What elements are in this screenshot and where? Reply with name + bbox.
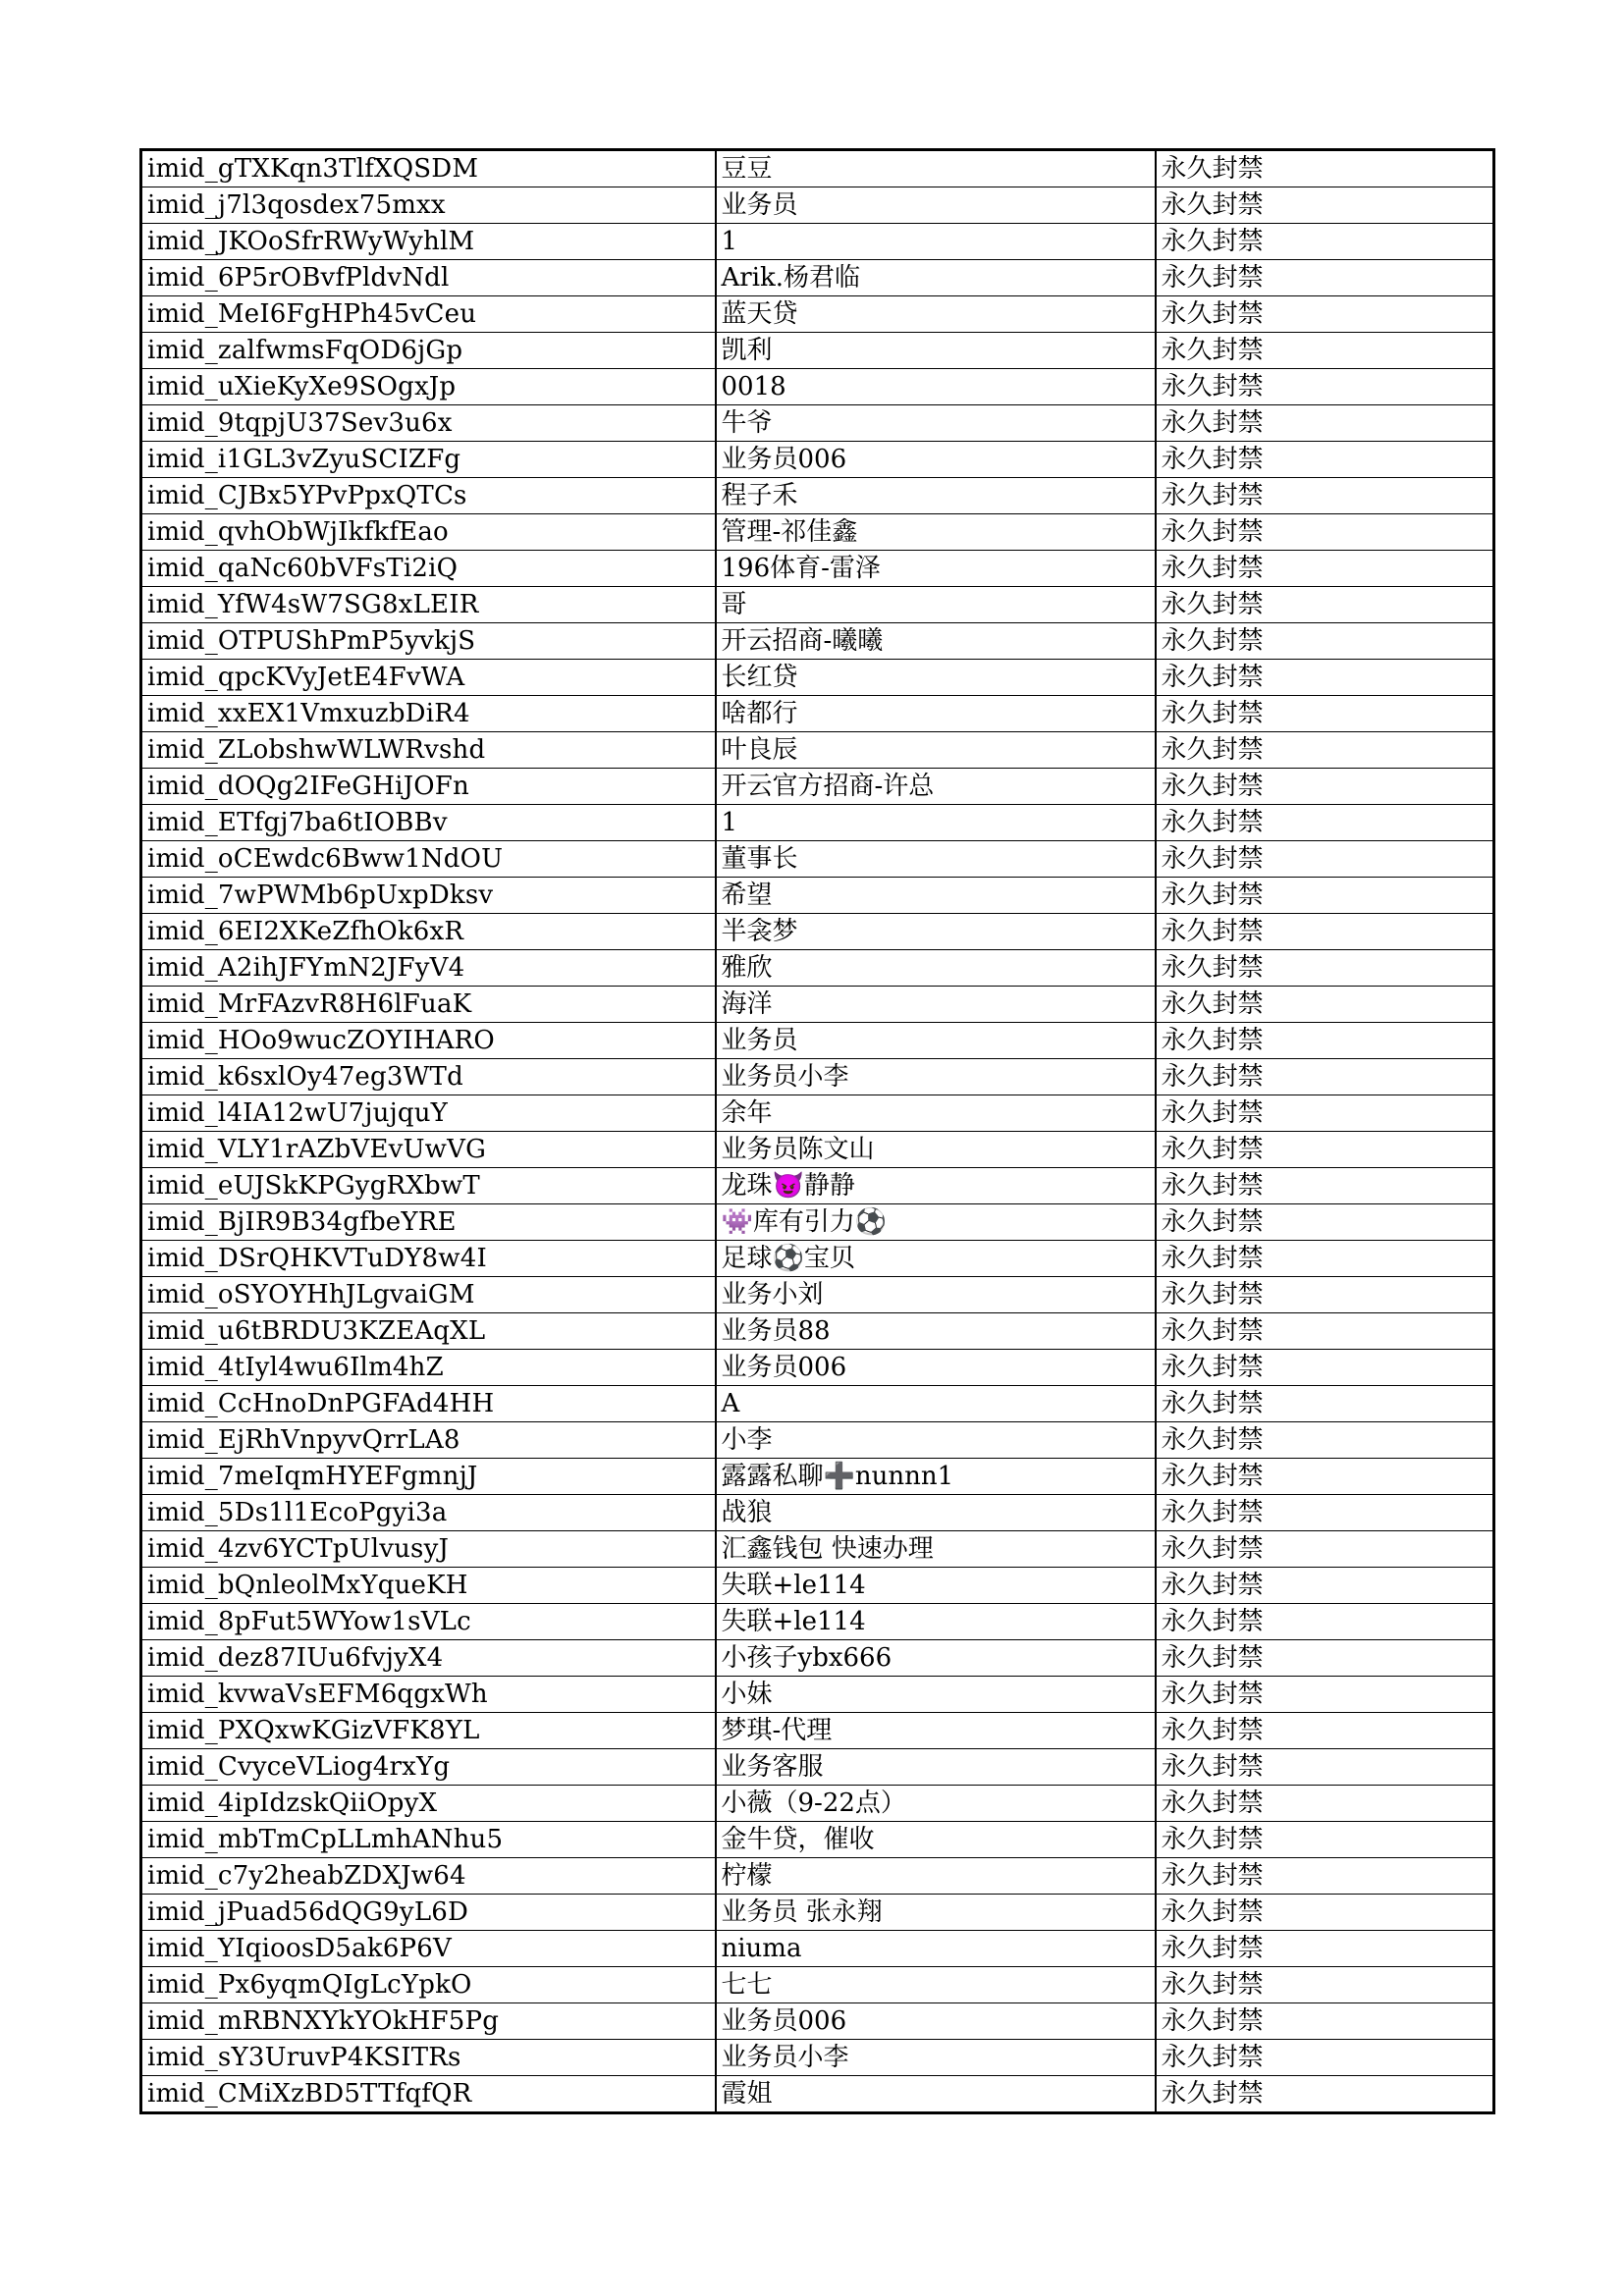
user-id-cell: imid_4ipIdzskQiiOpyX xyxy=(141,1786,716,1822)
ban-status-cell: 永久封禁 xyxy=(1156,1059,1494,1095)
table-row xyxy=(141,260,1494,296)
display-name-cell: A xyxy=(716,1386,1156,1422)
display-name-cell: 失联+le114 xyxy=(716,1604,1156,1640)
display-name-cell: 董事长 xyxy=(716,841,1156,878)
ban-status-cell: 永久封禁 xyxy=(1156,1241,1494,1277)
table-row xyxy=(141,987,1494,1023)
display-name-cell: 业务员 xyxy=(716,187,1156,224)
ban-status-cell: 永久封禁 xyxy=(1156,1313,1494,1350)
ban-status-cell: 永久封禁 xyxy=(1156,1931,1494,1967)
display-name-cell: 牛爷 xyxy=(716,405,1156,442)
ban-status-cell: 永久封禁 xyxy=(1156,1386,1494,1422)
display-name-cell: 开云招商-曦曦 xyxy=(716,623,1156,660)
table-row xyxy=(141,478,1494,514)
display-name-cell: Arik.杨君临 xyxy=(716,260,1156,296)
display-name-cell: 业务员 xyxy=(716,1023,1156,1059)
ban-status-cell: 永久封禁 xyxy=(1156,660,1494,696)
user-id-cell: imid_kvwaVsEFM6qgxWh xyxy=(141,1677,716,1713)
ban-status-cell: 永久封禁 xyxy=(1156,2003,1494,2040)
ban-status-cell: 永久封禁 xyxy=(1156,478,1494,514)
ban-status-cell: 永久封禁 xyxy=(1156,1858,1494,1895)
display-name-cell: 业务客服 xyxy=(716,1749,1156,1786)
ban-status-cell: 永久封禁 xyxy=(1156,369,1494,405)
ban-list-body xyxy=(141,150,1494,2113)
user-id-cell: imid_9tqpjU37Sev3u6x xyxy=(141,405,716,442)
display-name-cell: 程子禾 xyxy=(716,478,1156,514)
user-id-cell: imid_VLY1rAZbVEvUwVG xyxy=(141,1132,716,1168)
ban-status-cell: 永久封禁 xyxy=(1156,1677,1494,1713)
user-id-cell: imid_dez87IUu6fvjyX4 xyxy=(141,1640,716,1677)
display-name-cell: 失联+le114 xyxy=(716,1568,1156,1604)
ban-status-cell: 永久封禁 xyxy=(1156,260,1494,296)
table-row xyxy=(141,187,1494,224)
ban-list-table xyxy=(139,148,1495,2114)
user-id-cell: imid_oCEwdc6Bww1NdOU xyxy=(141,841,716,878)
user-id-cell: imid_uXieKyXe9SOgxJp xyxy=(141,369,716,405)
user-id-cell: imid_JKOoSfrRWyWyhlM xyxy=(141,224,716,260)
ban-status-cell: 永久封禁 xyxy=(1156,551,1494,587)
user-id-cell: imid_k6sxlOy47eg3WTd xyxy=(141,1059,716,1095)
display-name-cell: 啥都行 xyxy=(716,696,1156,732)
user-id-cell: imid_u6tBRDU3KZEAqXL xyxy=(141,1313,716,1350)
table-row xyxy=(141,1313,1494,1350)
table-row xyxy=(141,1023,1494,1059)
ban-status-cell: 永久封禁 xyxy=(1156,224,1494,260)
table-row xyxy=(141,1241,1494,1277)
user-id-cell: imid_l4IA12wU7jujquY xyxy=(141,1095,716,1132)
ban-status-cell: 永久封禁 xyxy=(1156,1749,1494,1786)
display-name-cell: 长红贷 xyxy=(716,660,1156,696)
table-row xyxy=(141,1713,1494,1749)
table-row xyxy=(141,1895,1494,1931)
table-row xyxy=(141,1822,1494,1858)
table-row xyxy=(141,1495,1494,1531)
table-row xyxy=(141,878,1494,914)
user-id-cell: imid_mRBNXYkYOkHF5Pg xyxy=(141,2003,716,2040)
user-id-cell: imid_4tIyl4wu6Ilm4hZ xyxy=(141,1350,716,1386)
table-row xyxy=(141,405,1494,442)
display-name-cell: 0018 xyxy=(716,369,1156,405)
table-row xyxy=(141,2003,1494,2040)
ban-status-cell: 永久封禁 xyxy=(1156,1422,1494,1459)
user-id-cell: imid_MrFAzvR8H6lFuaK xyxy=(141,987,716,1023)
ban-status-cell: 永久封禁 xyxy=(1156,2040,1494,2076)
user-id-cell: imid_EjRhVnpyvQrrLA8 xyxy=(141,1422,716,1459)
user-id-cell: imid_6EI2XKeZfhOk6xR xyxy=(141,914,716,950)
table-row xyxy=(141,1277,1494,1313)
display-name-cell: 余年 xyxy=(716,1095,1156,1132)
ban-status-cell: 永久封禁 xyxy=(1156,1095,1494,1132)
table-row xyxy=(141,224,1494,260)
display-name-cell: 七七 xyxy=(716,1967,1156,2003)
user-id-cell: imid_BjIR9B34gfbeYRE xyxy=(141,1204,716,1241)
ban-status-cell: 永久封禁 xyxy=(1156,987,1494,1023)
ban-status-cell: 永久封禁 xyxy=(1156,150,1494,187)
table-row xyxy=(141,1422,1494,1459)
ban-status-cell: 永久封禁 xyxy=(1156,1204,1494,1241)
ban-status-cell: 永久封禁 xyxy=(1156,442,1494,478)
display-name-cell: 小薇（9-22点） xyxy=(716,1786,1156,1822)
display-name-cell: 哥 xyxy=(716,587,1156,623)
ban-status-cell: 永久封禁 xyxy=(1156,914,1494,950)
ban-status-cell: 永久封禁 xyxy=(1156,1168,1494,1204)
table-row xyxy=(141,1059,1494,1095)
table-row xyxy=(141,442,1494,478)
display-name-cell: 露露私聊➕nunnn1 xyxy=(716,1459,1156,1495)
user-id-cell: imid_c7y2heabZDXJw64 xyxy=(141,1858,716,1895)
display-name-cell: 柠檬 xyxy=(716,1858,1156,1895)
display-name-cell: 1 xyxy=(716,805,1156,841)
user-id-cell: imid_gTXKqn3TlfXQSDM xyxy=(141,150,716,187)
user-id-cell: imid_YfW4sW7SG8xLEIR xyxy=(141,587,716,623)
ban-status-cell: 永久封禁 xyxy=(1156,1895,1494,1931)
display-name-cell: 管理-祁佳鑫 xyxy=(716,514,1156,551)
table-row xyxy=(141,769,1494,805)
ban-status-cell: 永久封禁 xyxy=(1156,187,1494,224)
display-name-cell: 雅欣 xyxy=(716,950,1156,987)
table-row xyxy=(141,805,1494,841)
table-row xyxy=(141,1568,1494,1604)
ban-status-cell: 永久封禁 xyxy=(1156,1967,1494,2003)
user-id-cell: imid_CMiXzBD5TTfqfQR xyxy=(141,2076,716,2113)
table-row xyxy=(141,732,1494,769)
user-id-cell: imid_7meIqmHYEFgmnjJ xyxy=(141,1459,716,1495)
user-id-cell: imid_sY3UruvP4KSITRs xyxy=(141,2040,716,2076)
table-row xyxy=(141,1168,1494,1204)
ban-status-cell: 永久封禁 xyxy=(1156,1640,1494,1677)
user-id-cell: imid_8pFut5WYow1sVLc xyxy=(141,1604,716,1640)
ban-status-cell: 永久封禁 xyxy=(1156,1495,1494,1531)
display-name-cell: niuma xyxy=(716,1931,1156,1967)
display-name-cell: 👾库有引力⚽ xyxy=(716,1204,1156,1241)
user-id-cell: imid_5Ds1l1EcoPgyi3a xyxy=(141,1495,716,1531)
table-row xyxy=(141,1095,1494,1132)
display-name-cell: 小妹 xyxy=(716,1677,1156,1713)
table-row xyxy=(141,1531,1494,1568)
ban-status-cell: 永久封禁 xyxy=(1156,1132,1494,1168)
display-name-cell: 业务员陈文山 xyxy=(716,1132,1156,1168)
user-id-cell: imid_MeI6FgHPh45vCeu xyxy=(141,296,716,333)
table-row xyxy=(141,1931,1494,1967)
display-name-cell: 开云官方招商-许总 xyxy=(716,769,1156,805)
table-row xyxy=(141,369,1494,405)
user-id-cell: imid_i1GL3vZyuSCIZFg xyxy=(141,442,716,478)
user-id-cell: imid_mbTmCpLLmhANhu5 xyxy=(141,1822,716,1858)
display-name-cell: 足球⚽宝贝 xyxy=(716,1241,1156,1277)
display-name-cell: 汇鑫钱包 快速办理 xyxy=(716,1531,1156,1568)
table-row xyxy=(141,1386,1494,1422)
ban-status-cell: 永久封禁 xyxy=(1156,1786,1494,1822)
user-id-cell: imid_jPuad56dQG9yL6D xyxy=(141,1895,716,1931)
display-name-cell: 小孩子ybx666 xyxy=(716,1640,1156,1677)
ban-status-cell: 永久封禁 xyxy=(1156,587,1494,623)
user-id-cell: imid_4zv6YCTpUlvusyJ xyxy=(141,1531,716,1568)
user-id-cell: imid_7wPWMb6pUxpDksv xyxy=(141,878,716,914)
user-id-cell: imid_qvhObWjIkfkfEao xyxy=(141,514,716,551)
ban-status-cell: 永久封禁 xyxy=(1156,878,1494,914)
display-name-cell: 金牛贷，催收 xyxy=(716,1822,1156,1858)
table-row xyxy=(141,1749,1494,1786)
display-name-cell: 海洋 xyxy=(716,987,1156,1023)
display-name-cell: 业务员88 xyxy=(716,1313,1156,1350)
table-row xyxy=(141,1204,1494,1241)
display-name-cell: 半衾梦 xyxy=(716,914,1156,950)
table-row xyxy=(141,587,1494,623)
table-row xyxy=(141,1350,1494,1386)
user-id-cell: imid_qpcKVyJetE4FvWA xyxy=(141,660,716,696)
ban-status-cell: 永久封禁 xyxy=(1156,1822,1494,1858)
display-name-cell: 业务员 张永翔 xyxy=(716,1895,1156,1931)
display-name-cell: 豆豆 xyxy=(716,150,1156,187)
ban-status-cell: 永久封禁 xyxy=(1156,2076,1494,2113)
table-row xyxy=(141,333,1494,369)
display-name-cell: 业务员小李 xyxy=(716,2040,1156,2076)
ban-status-cell: 永久封禁 xyxy=(1156,623,1494,660)
display-name-cell: 业务员小李 xyxy=(716,1059,1156,1095)
ban-status-cell: 永久封禁 xyxy=(1156,1459,1494,1495)
table-row xyxy=(141,623,1494,660)
table-row xyxy=(141,2076,1494,2113)
display-name-cell: 梦琪-代理 xyxy=(716,1713,1156,1749)
table-row xyxy=(141,1459,1494,1495)
table-row xyxy=(141,1677,1494,1713)
ban-status-cell: 永久封禁 xyxy=(1156,1023,1494,1059)
user-id-cell: imid_DSrQHKVTuDY8w4I xyxy=(141,1241,716,1277)
table-row xyxy=(141,660,1494,696)
user-id-cell: imid_j7l3qosdex75mxx xyxy=(141,187,716,224)
user-id-cell: imid_6P5rOBvfPldvNdl xyxy=(141,260,716,296)
table-row xyxy=(141,1967,1494,2003)
display-name-cell: 希望 xyxy=(716,878,1156,914)
user-id-cell: imid_A2ihJFYmN2JFyV4 xyxy=(141,950,716,987)
ban-status-cell: 永久封禁 xyxy=(1156,1350,1494,1386)
user-id-cell: imid_eUJSkKPGygRXbwT xyxy=(141,1168,716,1204)
user-id-cell: imid_YIqioosD5ak6P6V xyxy=(141,1931,716,1967)
ban-status-cell: 永久封禁 xyxy=(1156,950,1494,987)
ban-status-cell: 永久封禁 xyxy=(1156,841,1494,878)
table-row xyxy=(141,296,1494,333)
user-id-cell: imid_OTPUShPmP5yvkjS xyxy=(141,623,716,660)
display-name-cell: 业务员006 xyxy=(716,2003,1156,2040)
display-name-cell: 凯利 xyxy=(716,333,1156,369)
table-row xyxy=(141,514,1494,551)
table-row xyxy=(141,1132,1494,1168)
ban-status-cell: 永久封禁 xyxy=(1156,514,1494,551)
display-name-cell: 霞姐 xyxy=(716,2076,1156,2113)
table-row xyxy=(141,551,1494,587)
ban-status-cell: 永久封禁 xyxy=(1156,1568,1494,1604)
ban-status-cell: 永久封禁 xyxy=(1156,1531,1494,1568)
ban-status-cell: 永久封禁 xyxy=(1156,696,1494,732)
display-name-cell: 小李 xyxy=(716,1422,1156,1459)
user-id-cell: imid_ETfgj7ba6tIOBBv xyxy=(141,805,716,841)
display-name-cell: 叶良辰 xyxy=(716,732,1156,769)
ban-status-cell: 永久封禁 xyxy=(1156,405,1494,442)
ban-status-cell: 永久封禁 xyxy=(1156,1713,1494,1749)
table-row xyxy=(141,841,1494,878)
user-id-cell: imid_xxEX1VmxuzbDiR4 xyxy=(141,696,716,732)
display-name-cell: 业务员006 xyxy=(716,1350,1156,1386)
table-row xyxy=(141,150,1494,187)
user-id-cell: imid_dOQg2IFeGHiJOFn xyxy=(141,769,716,805)
table-row xyxy=(141,1640,1494,1677)
display-name-cell: 196体育-雷泽 xyxy=(716,551,1156,587)
ban-status-cell: 永久封禁 xyxy=(1156,769,1494,805)
display-name-cell: 业务小刘 xyxy=(716,1277,1156,1313)
user-id-cell: imid_Px6yqmQIgLcYpkO xyxy=(141,1967,716,2003)
table-row xyxy=(141,696,1494,732)
user-id-cell: imid_CvyceVLiog4rxYg xyxy=(141,1749,716,1786)
table-row xyxy=(141,914,1494,950)
table-row xyxy=(141,1786,1494,1822)
display-name-cell: 龙珠😈静静 xyxy=(716,1168,1156,1204)
user-id-cell: imid_PXQxwKGizVFK8YL xyxy=(141,1713,716,1749)
user-id-cell: imid_CcHnoDnPGFAd4HH xyxy=(141,1386,716,1422)
user-id-cell: imid_oSYOYHhJLgvaiGM xyxy=(141,1277,716,1313)
ban-status-cell: 永久封禁 xyxy=(1156,805,1494,841)
display-name-cell: 蓝天贷 xyxy=(716,296,1156,333)
user-id-cell: imid_bQnleolMxYqueKH xyxy=(141,1568,716,1604)
ban-status-cell: 永久封禁 xyxy=(1156,1604,1494,1640)
display-name-cell: 业务员006 xyxy=(716,442,1156,478)
table-row xyxy=(141,1858,1494,1895)
user-id-cell: imid_HOo9wucZOYIHARO xyxy=(141,1023,716,1059)
ban-status-cell: 永久封禁 xyxy=(1156,732,1494,769)
table-row xyxy=(141,1604,1494,1640)
user-id-cell: imid_zalfwmsFqOD6jGp xyxy=(141,333,716,369)
table-row xyxy=(141,2040,1494,2076)
user-id-cell: imid_qaNc60bVFsTi2iQ xyxy=(141,551,716,587)
display-name-cell: 战狼 xyxy=(716,1495,1156,1531)
user-id-cell: imid_CJBx5YPvPpxQTCs xyxy=(141,478,716,514)
ban-status-cell: 永久封禁 xyxy=(1156,1277,1494,1313)
ban-status-cell: 永久封禁 xyxy=(1156,296,1494,333)
display-name-cell: 1 xyxy=(716,224,1156,260)
table-row xyxy=(141,950,1494,987)
user-id-cell: imid_ZLobshwWLWRvshd xyxy=(141,732,716,769)
ban-status-cell: 永久封禁 xyxy=(1156,333,1494,369)
